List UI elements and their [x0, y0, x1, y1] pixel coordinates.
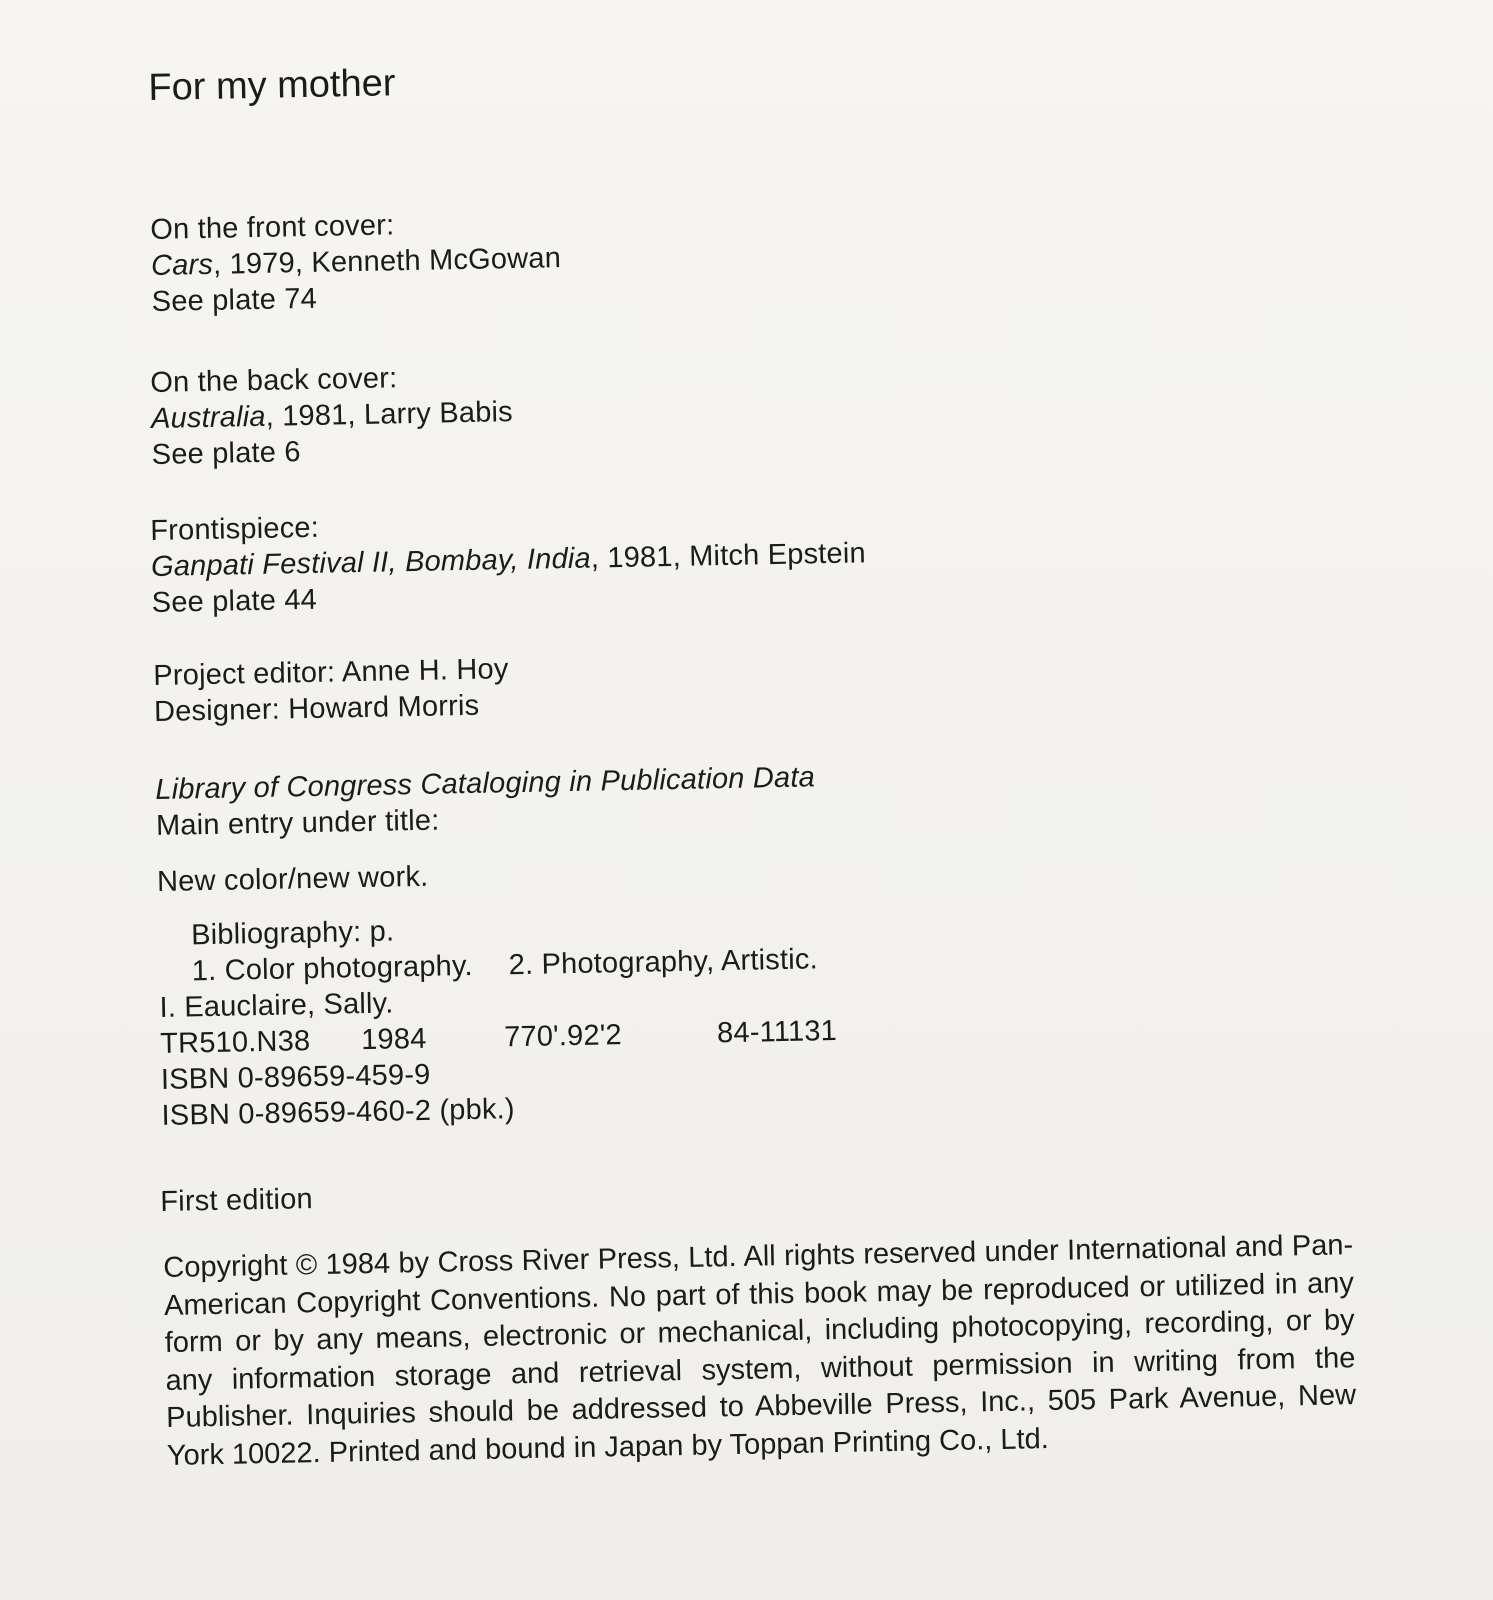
cip-data: [155, 759, 839, 1134]
isbn-cloth: ISBN 0-89659-459-9: [160, 1058, 431, 1096]
front-cover-title: Cars: [150, 248, 214, 282]
cip-year: 1984: [360, 1022, 427, 1057]
front-cover-plate: See plate 74: [151, 282, 318, 318]
cip-heading: Library of Congress Cataloging in Publication Data: [155, 761, 816, 806]
back-cover-credit: [150, 358, 514, 473]
frontispiece-title: Ganpati Festival II, Bombay, India: [150, 542, 592, 583]
frontispiece-plate: See plate 44: [151, 583, 318, 619]
frontispiece-heading: Frontispiece:: [150, 511, 320, 547]
back-cover-heading: On the back cover:: [150, 362, 398, 399]
front-cover-artist: , 1979, Kenneth McGowan: [212, 242, 562, 281]
dedication: For my mother: [148, 62, 396, 109]
back-cover-title: Australia: [150, 400, 266, 435]
copyright-notice: Copyright © 1984 by Cross River Press, Ltd. All rights reserved under International and Pan-American Copyright Conventions. No part of this book may be reproduced or utilized in any form or by any means, electronic or mechanical, including photocopying, recording, or by any information storage and retrieval system, without permission in writing from the Publisher. Inquiries should be addressed to Abbeville Press, Inc., 505 Park Avenue, New York 10022. Printed and bound in Japan by Toppan Printing Co., Ltd.: [163, 1229, 1357, 1472]
frontispiece-credit: [150, 499, 867, 621]
cip-dewey: 770'.92'2: [503, 1019, 623, 1054]
edition: First edition: [160, 1183, 314, 1218]
frontispiece-artist: , 1981, Mitch Epstein: [590, 537, 867, 575]
edition-note: [160, 1181, 313, 1220]
front-cover-credit: [150, 204, 562, 320]
designer: Designer: Howard Morris: [153, 689, 480, 728]
back-cover-artist: , 1981, Larry Babis: [265, 396, 514, 433]
cip-subject-2: 2. Photography, Artistic.: [508, 943, 819, 982]
cip-call-number: TR510.N38: [159, 1025, 311, 1060]
cip-title: New color/new work.: [156, 860, 429, 898]
cip-subject-1: 1. Color photography.: [191, 949, 474, 988]
cip-bibliography: Bibliography: p.: [190, 915, 395, 952]
front-cover-heading: On the front cover:: [150, 209, 395, 246]
project-editor: Project editor: Anne H. Hoy: [153, 653, 509, 692]
cip-lccn: 84-11131: [716, 1014, 838, 1050]
back-cover-line: [151, 394, 513, 437]
isbn-paperback: ISBN 0-89659-460-2 (pbk.): [161, 1093, 516, 1132]
cip-added-entry: I. Eauclaire, Sally.: [159, 987, 394, 1024]
staff-credits: [153, 651, 510, 730]
cip-main-entry: Main entry under title:: [155, 804, 440, 842]
back-cover-plate: See plate 6: [151, 436, 301, 471]
